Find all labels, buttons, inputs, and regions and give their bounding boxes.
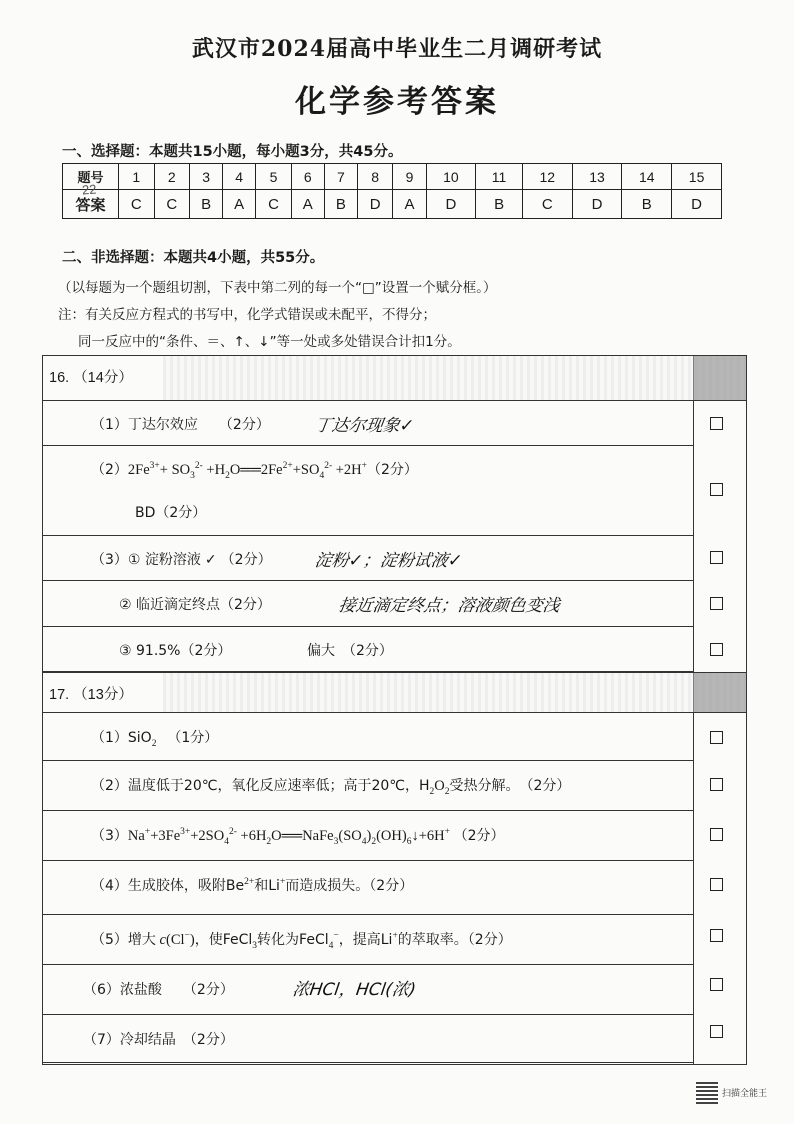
answer-text: 转化为FeCl xyxy=(257,932,329,948)
score-checkbox[interactable] xyxy=(710,778,723,791)
q16-answer-block xyxy=(42,355,747,673)
q17-part5-answer: （5）增大 c(Cl−)，使FeCl$_3$转化为FeCl$_4$−，提高Li+的萃取率。（2分） xyxy=(91,931,512,951)
answer-cell: D xyxy=(357,190,393,219)
q17-title: 17. （13分） xyxy=(49,687,133,703)
q17-answer-block xyxy=(42,673,747,1065)
question-number: 11 xyxy=(476,164,523,190)
answer-cell: D xyxy=(672,190,722,219)
score-checkbox[interactable] xyxy=(710,483,723,496)
question-number-row xyxy=(63,164,722,190)
q16-part3-1-answer: （3）① 淀粉溶液 ✓ （2分） xyxy=(91,552,272,568)
q17-part6-handwritten: 浓HCl，HCl(浓) xyxy=(291,980,418,1000)
score-label: （2分） xyxy=(453,828,505,844)
score-checkbox[interactable] xyxy=(710,643,723,656)
q17-part4-answer: （4）生成胶体，吸附$Be^{2+}$和Li+而造成损失。（2分） xyxy=(91,877,414,894)
q16-part2-choice: BD（2分） xyxy=(135,505,207,521)
grading-note-3: 同一反应中的“条件、＝、↑、↓”等一处或多处错误合计扣1分。 xyxy=(78,334,461,350)
answer-cell: D xyxy=(426,190,476,219)
handwritten-count: 22 xyxy=(81,181,97,198)
exam-title: 武汉市2024届高中毕业生二月调研考试 xyxy=(191,36,603,62)
answer-cell: B xyxy=(476,190,523,219)
answer-cell: C xyxy=(522,190,572,219)
q16-part3-3-error: 偏大 （2分） xyxy=(307,643,393,659)
answer-text: ，使FeCl xyxy=(194,932,253,948)
part-label: （2） xyxy=(91,462,128,478)
scan-shading xyxy=(693,356,746,400)
q17-part3-row xyxy=(43,811,693,861)
grading-note-2: 注：有关反应方程式的书写中，化学式错误或未配平，不得分； xyxy=(58,307,436,323)
q17-part6-row xyxy=(43,965,693,1015)
answer-cell: B xyxy=(190,190,223,219)
question-number: 6 xyxy=(291,164,324,190)
q16-part1-handwritten: 丁达尔现象✓ xyxy=(313,416,416,436)
scan-shading xyxy=(163,673,746,712)
row-label-answer: 答案 xyxy=(63,190,119,219)
score-checkbox[interactable] xyxy=(710,731,723,744)
score-checkbox[interactable] xyxy=(710,597,723,610)
part-label: （3） xyxy=(91,828,128,844)
q17-part2-row xyxy=(43,761,693,811)
section2-heading: 二、非选择题：本题共4小题，共55分。 xyxy=(62,250,325,266)
q16-part3-1-handwritten: 淀粉✓；淀粉试液✓ xyxy=(313,551,464,571)
question-number: 3 xyxy=(190,164,223,190)
multiple-choice-answer-table xyxy=(62,163,722,219)
answer-row xyxy=(63,190,722,219)
question-number: 12 xyxy=(522,164,572,190)
question-number: 7 xyxy=(324,164,357,190)
answer-cell: B xyxy=(324,190,357,219)
question-number: 9 xyxy=(393,164,426,190)
answer-text: 而造成损失。（2分） xyxy=(285,878,414,894)
q17-header xyxy=(43,673,746,713)
q16-part2-equation: $(2)2Fe^{3+}+ SO_3^{2-}$ $+H_2O══2Fe^{2+}+SO_4^{2-} +2H^+(2$分） xyxy=(91,461,418,481)
answer-cell: C xyxy=(154,190,190,219)
q16-part3-1-row xyxy=(43,536,693,581)
answer-text: （4）生成胶体，吸附Be xyxy=(91,878,245,894)
column-divider xyxy=(693,673,694,1064)
section1-heading: 一、选择题：本题共15小题，每小题3分，共45分。 xyxy=(62,144,403,160)
grading-note-1: （以每题为一个题组切割，下表中第二列的每一个“□”设置一个赋分框。） xyxy=(58,280,497,296)
answer-cell: A xyxy=(393,190,426,219)
score-checkbox[interactable] xyxy=(710,1025,723,1038)
answer-cell: A xyxy=(223,190,256,219)
scan-shading xyxy=(163,356,746,400)
column-divider xyxy=(693,356,694,672)
q16-part3-3-answer: ③ 91.5%（2分） xyxy=(119,643,232,659)
question-number: 2 xyxy=(154,164,190,190)
answer-cell: A xyxy=(291,190,324,219)
q17-part6-answer: （6）浓盐酸 （2分） xyxy=(83,982,234,998)
row-label-question: 题号 xyxy=(63,164,119,190)
q16-part3-2-answer: ② 临近滴定终点（2分） xyxy=(119,597,271,613)
q17-part1-row xyxy=(43,713,693,761)
score-checkbox[interactable] xyxy=(710,551,723,564)
q16-part3-3-row xyxy=(43,627,693,672)
answer-cell: C xyxy=(119,190,155,219)
q16-part1-answer: （1）丁达尔效应 （2分） xyxy=(91,417,270,433)
q16-part1-row xyxy=(43,401,693,446)
answer-text: （1）SiO xyxy=(91,730,152,746)
q17-part2-answer: （2）温度低于20℃，氧化反应速率低；高于20℃，$H_2O_2$受热分解。 （2分） xyxy=(91,778,571,797)
score-checkbox[interactable] xyxy=(710,878,723,891)
score-label: （1分） xyxy=(167,730,219,746)
answer-cell: B xyxy=(622,190,672,219)
score-checkbox[interactable] xyxy=(710,929,723,942)
q16-title: 16. （14分） xyxy=(49,370,133,386)
question-number: 5 xyxy=(256,164,292,190)
question-number: 1 xyxy=(119,164,155,190)
answer-text: 的萃取率。（2分） xyxy=(397,932,512,948)
answer-text: （3）① 淀粉溶液 xyxy=(91,552,201,568)
score-checkbox[interactable] xyxy=(710,828,723,841)
answer-text: （5）增大 xyxy=(91,932,156,948)
q17-part7-row xyxy=(43,1015,693,1063)
score-label: （2分） xyxy=(367,462,418,478)
scan-shading xyxy=(693,673,746,712)
q16-part3-2-row xyxy=(43,581,693,627)
question-number: 15 xyxy=(672,164,722,190)
question-number: 10 xyxy=(426,164,476,190)
qr-code-icon xyxy=(696,1082,718,1104)
answer-text: （2）温度低于20℃，氧化反应速率低；高于20℃，H xyxy=(91,778,430,794)
question-number: 4 xyxy=(223,164,256,190)
q17-part5-row xyxy=(43,915,693,965)
q16-header xyxy=(43,356,746,401)
answer-cell: C xyxy=(256,190,292,219)
q16-part2-row xyxy=(43,446,693,536)
q17-part3-equation: $(3)Na^++3Fe^{3+}+2SO_4^{2-}$ $+6H_2O══NaFe_3(SO_4)_2(OH)_6↓+6H^+$ （2分） xyxy=(91,827,505,847)
score-checkbox[interactable] xyxy=(710,417,723,430)
q17-part1-answer: （1）SiO$_2$ （1分） xyxy=(91,730,219,749)
answer-text: 受热分解。 （2分） xyxy=(449,778,571,794)
answer-text: 和Li xyxy=(254,878,280,894)
question-number: 13 xyxy=(572,164,622,190)
score-checkbox[interactable] xyxy=(710,978,723,991)
q17-part4-row xyxy=(43,861,693,915)
question-number: 14 xyxy=(622,164,672,190)
score-label: （2分） xyxy=(220,552,272,568)
scanner-logo: 扫描全能王 xyxy=(722,1089,768,1099)
q17-part7-answer: （7）冷却结晶 （2分） xyxy=(83,1032,234,1048)
q16-part3-2-handwritten: 接近滴定终点；溶液颜色变浅 xyxy=(337,596,562,616)
document-title: 化学参考答案 xyxy=(295,84,499,120)
answer-cell: D xyxy=(572,190,622,219)
question-number: 8 xyxy=(357,164,393,190)
answer-text: ，提高Li xyxy=(338,932,393,948)
